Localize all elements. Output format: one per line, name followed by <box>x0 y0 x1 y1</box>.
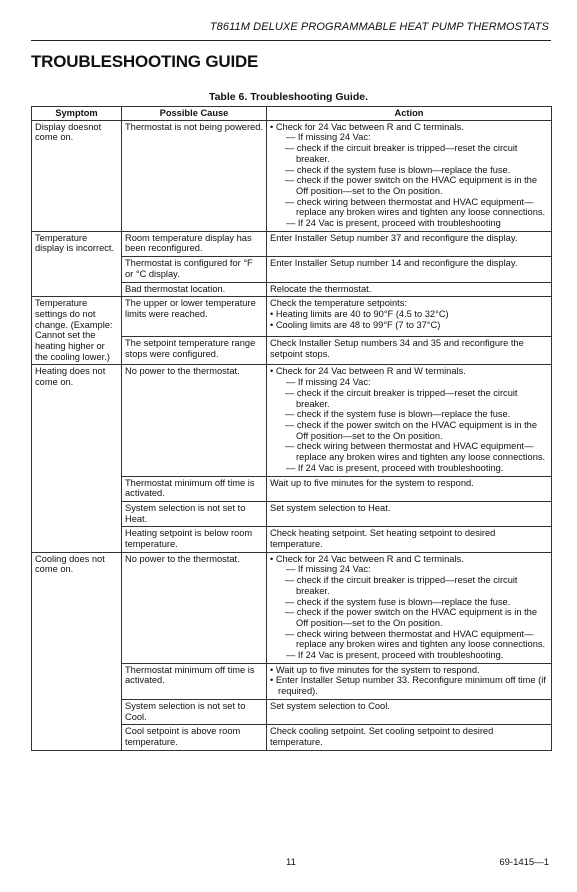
action-line: — check wiring between thermostat and HVAC equipment—replace any broken wires and tighten any loose connections. <box>285 196 546 218</box>
cause-cell: The setpoint temperature range stops were configured. <box>122 337 267 365</box>
action-cell: Check Installer Setup numbers 34 and 35 and reconfigure the setpoint stops. <box>267 337 552 365</box>
troubleshooting-table <box>31 106 552 751</box>
action-line: — check wiring between thermostat and HVAC equipment—replace any broken wires and tighten any loose connections. <box>285 441 546 463</box>
action-line: — check if the circuit breaker is tripped—reset the circuit breaker. <box>285 143 518 164</box>
action-line: • Enter Installer Setup number 33. Reconfigure minimum off time (if required). <box>270 675 546 697</box>
action-cell: Set system selection to Heat. <box>267 501 552 526</box>
cause-cell: The upper or lower temperature limits were reached. <box>122 297 267 337</box>
action-cell <box>267 663 552 699</box>
action-cell: Set system selection to Cool. <box>267 699 552 724</box>
action-line: • Wait up to five minutes for the system to respond. <box>270 664 480 675</box>
cause-cell: Thermostat is not being powered. <box>122 120 267 231</box>
table-row <box>32 120 552 231</box>
symptom-cell: Display doesnot come on. <box>32 120 122 231</box>
action-line: — check if the system fuse is blown—replace the fuse. <box>285 409 511 420</box>
cause-cell: No power to the thermostat. <box>122 552 267 663</box>
table-row <box>32 231 552 256</box>
action-cell <box>267 120 552 231</box>
cause-cell: Thermostat minimum off time is activated. <box>122 663 267 699</box>
cause-cell: Thermostat is configured for °F or °C display. <box>122 257 267 282</box>
action-line: — If 24 Vac is present, proceed with troubleshooting. <box>286 650 504 661</box>
action-cell <box>267 297 552 337</box>
action-cell <box>267 365 552 476</box>
cause-cell: Thermostat minimum off time is activated. <box>122 476 267 501</box>
symptom-cell: Temperature settings do not change. (Example: Cannot set the heating higher or the cooling lower.) <box>32 297 122 365</box>
action-line: — If 24 Vac is present, proceed with troubleshooting <box>286 218 501 229</box>
column-header-symptom: Symptom <box>32 107 122 121</box>
action-line: — If missing 24 Vac: <box>286 377 371 388</box>
action-cell <box>267 552 552 663</box>
action-cell: Wait up to five minutes for the system to respond. <box>267 476 552 501</box>
action-line: • Cooling limits are 48 to 99°F (7 to 37°C) <box>270 319 441 330</box>
cause-cell: System selection is not set to Heat. <box>122 501 267 526</box>
table-caption: Table 6. Troubleshooting Guide. <box>208 91 369 103</box>
symptom-cell: Cooling does not come on. <box>32 552 122 750</box>
action-cell: Check cooling setpoint. Set cooling setpoint to desired temperature. <box>267 725 552 750</box>
action-line: — If missing 24 Vac: <box>286 132 371 143</box>
cause-cell: System selection is not set to Cool. <box>122 699 267 724</box>
action-line: — check wiring between thermostat and HVAC equipment—replace any broken wires and tighten any loose connections. <box>285 628 546 650</box>
action-line: — check if the power switch on the HVAC equipment is in the Off position—set to the On position. <box>285 607 537 628</box>
document-header-title: T8611M DELUXE PROGRAMMABLE HEAT PUMP THERMOSTATS <box>209 21 549 33</box>
table-header-row <box>32 107 552 121</box>
action-line: • Check for 24 Vac between R and W terminals. <box>270 366 466 377</box>
action-cell: Enter Installer Setup number 14 and reconfigure the display. <box>267 257 552 282</box>
action-line: — check if the circuit breaker is tripped—reset the circuit breaker. <box>285 387 518 409</box>
cause-cell: Room temperature display has been reconfigured. <box>122 231 267 256</box>
action-line: Check the temperature setpoints: <box>270 298 407 309</box>
action-line: — check if the circuit breaker is tripped—reset the circuit breaker. <box>285 575 518 596</box>
table-row <box>32 552 552 663</box>
table-row <box>32 365 552 476</box>
header-rule <box>31 40 551 41</box>
action-cell: Enter Installer Setup number 37 and reconfigure the display. <box>267 231 552 256</box>
cause-cell: Heating setpoint is below room temperature. <box>122 527 267 552</box>
symptom-cell: Heating does not come on. <box>32 365 122 552</box>
action-line: — check if the power switch on the HVAC equipment is in the Off position—set to the On position. <box>285 175 537 196</box>
action-line: — check if the power switch on the HVAC equipment is in the Off position—set to the On position. <box>285 419 537 441</box>
action-cell: Relocate the thermostat. <box>267 282 552 297</box>
document-number: 69-1415—1 <box>499 857 549 868</box>
action-line: • Check for 24 Vac between R and C terminals. <box>270 121 464 132</box>
cause-cell: No power to the thermostat. <box>122 365 267 476</box>
action-line: — If 24 Vac is present, proceed with troubleshooting. <box>286 462 504 473</box>
page-number: 11 <box>286 857 296 868</box>
action-line: — check if the system fuse is blown—replace the fuse. <box>285 596 511 607</box>
section-title: TROUBLESHOOTING GUIDE <box>31 52 259 71</box>
cause-cell: Bad thermostat location. <box>122 282 267 297</box>
table-row <box>32 297 552 337</box>
symptom-cell: Temperature display is incorrect. <box>32 231 122 297</box>
column-header-possible-cause: Possible Cause <box>122 107 267 121</box>
column-header-action: Action <box>267 107 552 121</box>
action-cell: Check heating setpoint. Set heating setpoint to desired temperature. <box>267 527 552 552</box>
cause-cell: Cool setpoint is above room temperature. <box>122 725 267 750</box>
action-line: • Heating limits are 40 to 90°F (4.5 to 32°C) <box>270 308 449 319</box>
action-line: — If missing 24 Vac: <box>286 564 371 575</box>
action-line: • Check for 24 Vac between R and C terminals. <box>270 553 464 564</box>
action-line: — check if the system fuse is blown—replace the fuse. <box>285 164 511 175</box>
